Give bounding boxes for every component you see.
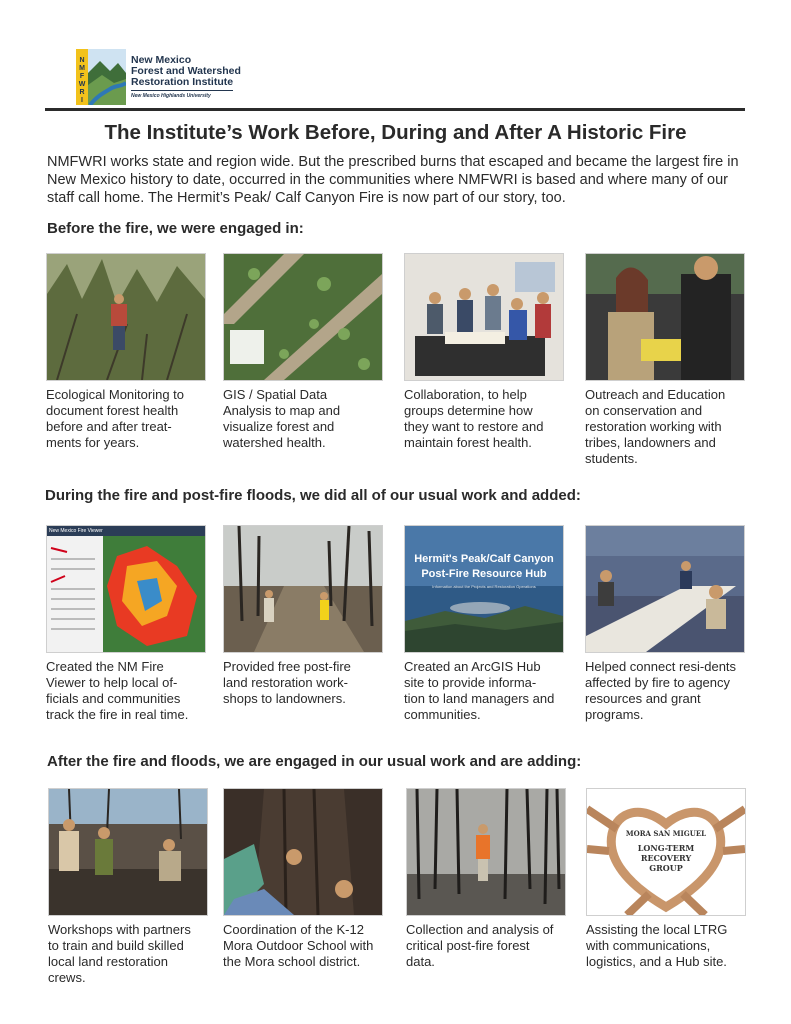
card-restoration-workshops [223,525,383,707]
fire-viewer-title: New Mexico Fire Viewer [49,528,103,534]
card-caption: Assisting the local LTRG with communications, logistics, and a Hub site. [586,922,728,969]
header-divider [45,108,745,111]
svg-text:W: W [78,81,86,88]
field-monitoring-photo [46,253,206,381]
card-crew-workshops [48,788,208,986]
card-caption: Provided free post-fire land restoration work-shops to landowners. [223,659,351,706]
logo-divider [131,90,233,91]
group-meeting-photo [404,253,564,381]
card-arcgis-hub [404,525,564,723]
card-post-fire-data [406,788,566,970]
svg-text:F: F [79,73,85,80]
card-caption: Created an ArcGIS Hub site to provide informa-tion to land managers and communities. [404,659,555,722]
card-caption: Helped connect resi-dents affected by fire to agency resources and grant programs. [585,659,737,722]
card-caption: Collaboration, to help groups determine how they want to restore and maintain forest health. [404,387,544,450]
card-caption: GIS / Spatial Data Analysis to map and visualize forest and watershed health. [223,387,341,450]
hub-subtitle: Information about the Projects and Restoration Operations [432,584,536,589]
svg-text:R: R [79,89,85,96]
burned-forest-road-photo [223,525,383,653]
resource-fair-photo [585,525,745,653]
svg-text:N: N [79,57,85,64]
crew-workshop-photo [48,788,208,916]
ltrg-line-1: MORA SAN MIGUEL [625,829,707,838]
logo-line-1: New Mexico [131,54,192,66]
card-ltrg-support [586,788,746,970]
logo-subline: New Mexico Highlands University [131,93,211,99]
card-resource-connection [585,525,745,723]
section-heading-after: After the fire and floods, we are engaged in our usual work and are adding: [47,753,582,770]
students-tree-photo [223,788,383,916]
card-outdoor-school [223,788,383,970]
hub-title-2: Post-Fire Resource Hub [421,568,547,580]
ltrg-line-3: RECOVERY [640,853,692,863]
outreach-students-photo [585,253,745,381]
hub-title-1: Hermit's Peak/Calf Canyon [414,553,554,565]
card-ecological-monitoring [46,253,206,451]
card-gis-analysis [223,253,383,451]
card-caption: Workshops with partners to train and build skilled local land restoration crews. [48,922,191,985]
svg-text:M: M [79,65,85,72]
ltrg-line-2: LONG-TERM [637,843,695,853]
burned-forest-data-photo [406,788,566,916]
card-caption: Collection and analysis of critical post-fire forest data. [406,922,554,969]
ltrg-line-4: GROUP [649,863,683,873]
card-caption: Coordination of the K-12 Mora Outdoor School with the Mora school district. [223,922,374,969]
aerial-gis-map [223,253,383,381]
logo-line-3: Restoration Institute [131,76,234,88]
section-heading-during: During the fire and post-fire floods, we did all of our usual work and added: [45,487,581,504]
card-caption: Created the NM Fire Viewer to help local of-ficials and communities track the fire in real time. [46,659,189,722]
logo-line-2: Forest and Watershed [131,65,241,77]
card-outreach-education [585,253,745,467]
intro-paragraph: NMFWRI works state and region wide. But the prescribed burns that escaped and became the largest fire in New Mexico history to date, occurred in the communities where NMFWRI is based and where many of our staff call home. The Hermit’s Peak/ Calf Canyon Fire is now part of our story, too. [47,154,739,206]
page-title: The Institute’s Work Before, During and After A Historic Fire [104,121,687,144]
svg-text:I: I [81,97,83,104]
nmfwri-logo [76,49,246,107]
card-caption: Outreach and Education on conservation and restoration working with tribes, landowners and students. [585,387,726,466]
section-heading-before: Before the fire, we were engaged in: [47,220,304,237]
nmfwri-logo-mark [76,49,126,105]
card-caption: Ecological Monitoring to document forest health before and after treat-ments for years. [46,387,185,450]
card-collaboration [404,253,564,451]
hub-banner [404,525,564,653]
card-fire-viewer [46,525,206,723]
ltrg-logo [586,788,746,916]
fire-viewer-map [46,525,206,653]
